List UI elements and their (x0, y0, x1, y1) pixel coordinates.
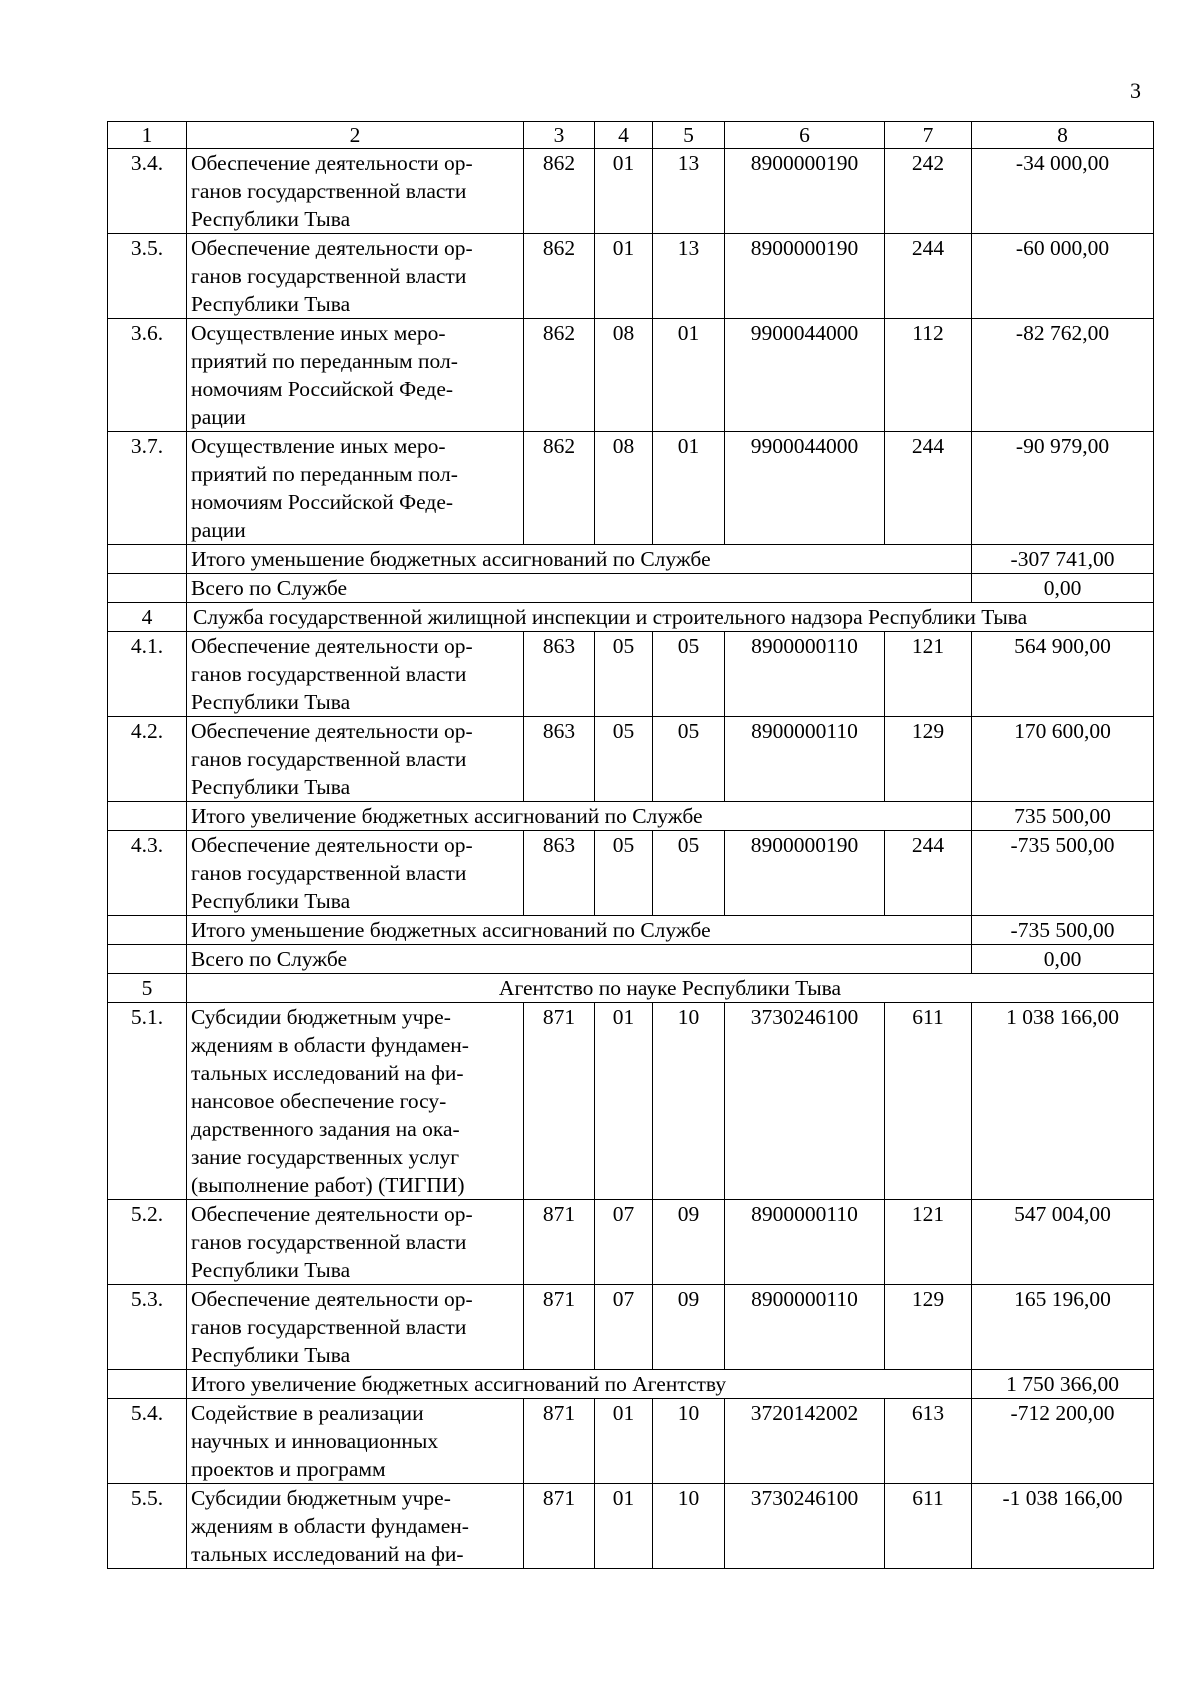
table-row (108, 1200, 1154, 1285)
total-row (108, 545, 1154, 574)
total-row (108, 1370, 1154, 1399)
section-code: 08 (595, 319, 653, 432)
amount: 165 196,00 (972, 1285, 1154, 1370)
section-title: Служба государственной жилищной инспекции и строительного надзора Республики Тыва (187, 603, 1154, 632)
row-description: Обеспечение деятельности ор- ганов государственной власти Республики Тыва (187, 632, 524, 717)
amount: -60 000,00 (972, 234, 1154, 319)
row-number-empty (108, 1370, 187, 1399)
row-number: 5.2. (108, 1200, 187, 1285)
expense-type-code: 129 (885, 717, 972, 802)
total-amount: -735 500,00 (972, 916, 1154, 945)
row-description: Осуществление иных меро- приятий по переданным пол- номочиям Российской Феде- рации (187, 319, 524, 432)
header-cell: 3 (524, 122, 595, 149)
section-code: 01 (595, 149, 653, 234)
section-code: 08 (595, 432, 653, 545)
amount: -90 979,00 (972, 432, 1154, 545)
row-description: Осуществление иных меро- приятий по переданным пол- номочиям Российской Феде- рации (187, 432, 524, 545)
total-label: Всего по Службе (187, 945, 972, 974)
ministry-code: 863 (524, 831, 595, 916)
ministry-code: 871 (524, 1285, 595, 1370)
ministry-code: 871 (524, 1484, 595, 1569)
subsection-code: 01 (653, 319, 725, 432)
target-article-code: 9900044000 (725, 432, 885, 545)
row-description: Обеспечение деятельности ор- ганов государственной власти Республики Тыва (187, 717, 524, 802)
row-number: 3.4. (108, 149, 187, 234)
expense-type-code: 244 (885, 831, 972, 916)
row-number: 5.3. (108, 1285, 187, 1370)
subsection-code: 09 (653, 1200, 725, 1285)
ministry-code: 862 (524, 432, 595, 545)
subsection-code: 13 (653, 149, 725, 234)
total-label: Итого уменьшение бюджетных ассигнований по Службе (187, 916, 972, 945)
subsection-code: 01 (653, 432, 725, 545)
table-row (108, 432, 1154, 545)
table-row (108, 1484, 1154, 1569)
header-cell: 2 (187, 122, 524, 149)
row-description: Обеспечение деятельности ор- ганов государственной власти Республики Тыва (187, 831, 524, 916)
amount: -735 500,00 (972, 831, 1154, 916)
total-amount: 0,00 (972, 574, 1154, 603)
row-description: Обеспечение деятельности ор- ганов государственной власти Республики Тыва (187, 234, 524, 319)
section-title: Агентство по науке Республики Тыва (187, 974, 1154, 1003)
amount: 170 600,00 (972, 717, 1154, 802)
target-article-code: 9900044000 (725, 319, 885, 432)
row-description: Обеспечение деятельности ор- ганов государственной власти Республики Тыва (187, 1285, 524, 1370)
budget-table (107, 121, 1154, 1569)
total-label: Итого уменьшение бюджетных ассигнований по Службе (187, 545, 972, 574)
section-code: 07 (595, 1285, 653, 1370)
target-article-code: 3720142002 (725, 1399, 885, 1484)
expense-type-code: 242 (885, 149, 972, 234)
target-article-code: 3730246100 (725, 1003, 885, 1200)
target-article-code: 8900000190 (725, 149, 885, 234)
section-code: 01 (595, 234, 653, 319)
total-label: Всего по Службе (187, 574, 972, 603)
section-code: 05 (595, 717, 653, 802)
subsection-code: 10 (653, 1399, 725, 1484)
row-number: 3.7. (108, 432, 187, 545)
amount: 564 900,00 (972, 632, 1154, 717)
header-cell: 7 (885, 122, 972, 149)
expense-type-code: 121 (885, 1200, 972, 1285)
expense-type-code: 121 (885, 632, 972, 717)
row-description: Субсидии бюджетным учре- ждениям в области фундамен- тальных исследований на фи- (187, 1484, 524, 1569)
amount: -34 000,00 (972, 149, 1154, 234)
row-number-empty (108, 574, 187, 603)
ministry-code: 871 (524, 1200, 595, 1285)
subsection-code: 10 (653, 1484, 725, 1569)
total-amount: 0,00 (972, 945, 1154, 974)
expense-type-code: 244 (885, 234, 972, 319)
section-code: 05 (595, 831, 653, 916)
total-amount: 1 750 366,00 (972, 1370, 1154, 1399)
table-row (108, 319, 1154, 432)
section-code: 01 (595, 1399, 653, 1484)
subsection-code: 13 (653, 234, 725, 319)
total-amount: 735 500,00 (972, 802, 1154, 831)
ministry-code: 862 (524, 319, 595, 432)
amount: 547 004,00 (972, 1200, 1154, 1285)
section-code: 07 (595, 1200, 653, 1285)
subsection-code: 09 (653, 1285, 725, 1370)
ministry-code: 871 (524, 1399, 595, 1484)
header-cell: 1 (108, 122, 187, 149)
row-description: Субсидии бюджетным учре- ждениям в области фундамен- тальных исследований на фи- нансовое обеспечение госу- дарственного задания на ока- зание государственных услуг (выполнение работ) (ТИГПИ) (187, 1003, 524, 1200)
subsection-code: 10 (653, 1003, 725, 1200)
expense-type-code: 244 (885, 432, 972, 545)
header-cell: 4 (595, 122, 653, 149)
table-row (108, 1399, 1154, 1484)
row-description: Обеспечение деятельности ор- ганов государственной власти Республики Тыва (187, 149, 524, 234)
table-row (108, 632, 1154, 717)
section-row (108, 603, 1154, 632)
target-article-code: 8900000110 (725, 632, 885, 717)
header-cell: 8 (972, 122, 1154, 149)
row-number-empty (108, 545, 187, 574)
amount: -82 762,00 (972, 319, 1154, 432)
row-number-empty (108, 802, 187, 831)
row-number: 3.5. (108, 234, 187, 319)
total-row (108, 916, 1154, 945)
amount: -712 200,00 (972, 1399, 1154, 1484)
row-number: 5.1. (108, 1003, 187, 1200)
amount: -1 038 166,00 (972, 1484, 1154, 1569)
ministry-code: 863 (524, 717, 595, 802)
total-amount: -307 741,00 (972, 545, 1154, 574)
amount: 1 038 166,00 (972, 1003, 1154, 1200)
expense-type-code: 611 (885, 1484, 972, 1569)
row-number-empty (108, 945, 187, 974)
ministry-code: 862 (524, 234, 595, 319)
ministry-code: 871 (524, 1003, 595, 1200)
ministry-code: 862 (524, 149, 595, 234)
expense-type-code: 129 (885, 1285, 972, 1370)
row-number: 3.6. (108, 319, 187, 432)
target-article-code: 8900000190 (725, 831, 885, 916)
table-row (108, 1285, 1154, 1370)
header-cell: 6 (725, 122, 885, 149)
total-row (108, 945, 1154, 974)
expense-type-code: 112 (885, 319, 972, 432)
row-number: 5.4. (108, 1399, 187, 1484)
row-description: Обеспечение деятельности ор- ганов государственной власти Республики Тыва (187, 1200, 524, 1285)
row-number: 4.3. (108, 831, 187, 916)
row-number: 5.5. (108, 1484, 187, 1569)
table-row (108, 717, 1154, 802)
subsection-code: 05 (653, 632, 725, 717)
table-row (108, 234, 1154, 319)
ministry-code: 863 (524, 632, 595, 717)
row-number-empty (108, 916, 187, 945)
row-description: Содействие в реализации научных и инновационных проектов и программ (187, 1399, 524, 1484)
total-row (108, 802, 1154, 831)
total-label: Итого увеличение бюджетных ассигнований по Агентству (187, 1370, 972, 1399)
subsection-code: 05 (653, 717, 725, 802)
total-label: Итого увеличение бюджетных ассигнований по Службе (187, 802, 972, 831)
section-code: 01 (595, 1003, 653, 1200)
target-article-code: 8900000110 (725, 717, 885, 802)
table-header-row (108, 122, 1154, 149)
table-row (108, 1003, 1154, 1200)
section-row (108, 974, 1154, 1003)
total-row (108, 574, 1154, 603)
row-number: 4.2. (108, 717, 187, 802)
target-article-code: 8900000110 (725, 1285, 885, 1370)
target-article-code: 8900000110 (725, 1200, 885, 1285)
target-article-code: 8900000190 (725, 234, 885, 319)
table-row (108, 831, 1154, 916)
row-number: 4.1. (108, 632, 187, 717)
table-row (108, 149, 1154, 234)
subsection-code: 05 (653, 831, 725, 916)
target-article-code: 3730246100 (725, 1484, 885, 1569)
expense-type-code: 611 (885, 1003, 972, 1200)
section-number: 5 (108, 974, 187, 1003)
section-code: 01 (595, 1484, 653, 1569)
section-code: 05 (595, 632, 653, 717)
expense-type-code: 613 (885, 1399, 972, 1484)
page-number: 3 (1130, 78, 1141, 103)
header-cell: 5 (653, 122, 725, 149)
section-number: 4 (108, 603, 187, 632)
